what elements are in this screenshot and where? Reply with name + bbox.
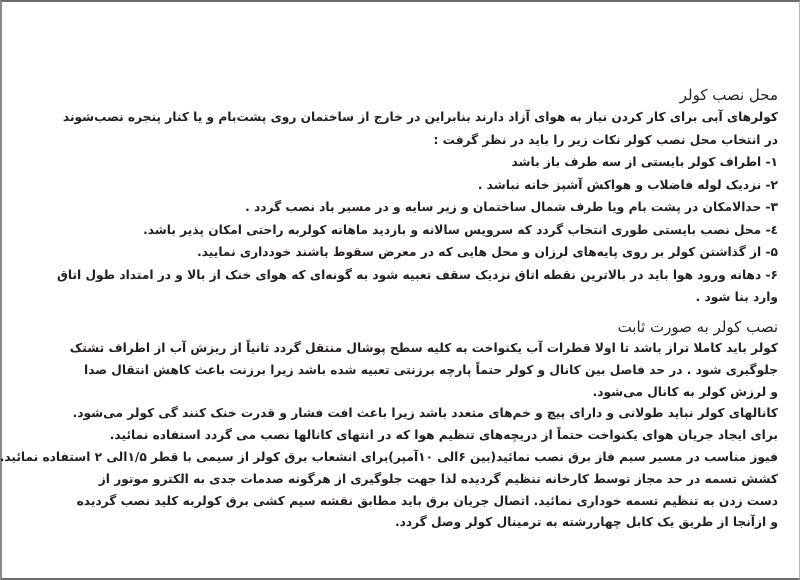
paragraph-line: و لرزش کولر به کانال می‌شود. xyxy=(592,384,778,399)
section-cooler-location xyxy=(56,84,778,309)
section-title: نصب کولر به صورت ثابت xyxy=(617,318,778,336)
paragraph-line: برای ایجاد جریان هوای یکنواخت حتماً از دریچه‌های تنظیم هوا که در انتهای کانالها نصب می گردد استفاده نمائید. xyxy=(109,428,778,443)
list-item: ۵- از گذاشتن کولر بر روی پایه‌های لرزان و محل هایی که در معرض سقوط باشند خودداری نمایید. xyxy=(197,245,778,259)
list-item: ۳- حدالامکان در پشت بام ویا طرف شمال ساختمان و زیر سایه و در مسیر باد نصب گردد . xyxy=(245,200,778,214)
intro-text: کولرهای آبی برای کار کردن نیاز به هوای آزاد دارند بنابراین در خارج از ساختمان روی پشت‌بام و یا کنار پنجره نصب‌شوند xyxy=(62,110,778,124)
paragraph-line: کشش تسمه در حد مجاز توسط کارخانه تنظیم گردیده لذا جهت جلوگیری از هرگونه صدمات جدی به الکترو موتور از xyxy=(98,471,778,486)
list-item: ۶- دهانه ورود هوا باید در بالاترین نقطه اتاق نزدیک سقف تعبیه شود به گونه‌ای که هوای خنک از بالا و در امتداد طول اتاق xyxy=(56,267,778,282)
paragraph-line: و ازآنجا از طریق یک کابل چهاررشته به ترمینال کولر وصل گردد. xyxy=(394,515,778,530)
paragraph-line: جلوگیری شود . در حد فاصل بین کانال و کولر حتماً پارچه برزنتی تعبیه شده باشد زیرا برزنت باعث کاهش انتقال صدا xyxy=(84,362,778,377)
paragraph-line: کانالهای کولر نباید طولانی و دارای پیچ و خم‌های متعدد باشد زیرا باعث افت فشار و قدرت خنک کنند گی کولر می‌شود. xyxy=(72,406,778,421)
lead-text: در انتخاب محل نصب کولر نکات زیر را باید در نظر گرفت : xyxy=(433,132,778,147)
list-item: ٤- محل نصب بایستی طوری انتخاب گردد که سرویس سالانه و بازدید ماهانه کولربه راحتی امکان پذیر باشد. xyxy=(143,222,778,237)
list-item: ۱- اطراف کولر بایستی از سه طرف باز باشد xyxy=(511,155,778,169)
paragraph-line: فیوز مناسب در مسیر سیم فاز برق نصب نمائید(بین ۶الی ۱۰آمپر)برای انشعاب برق کولر از سیمی با قطر ۱/۵الی ۲ استفاده نمائید. xyxy=(0,449,778,464)
section-title: محل نصب کولر xyxy=(679,86,778,104)
list-item-continuation: وارد بنا شود . xyxy=(695,290,778,304)
paragraph-line: کولر باید کاملا تراز باشد تا اولا قطرات آب یکنواخت به کلیه سطح پوشال منتقل گردد ثانیاً از ریزش آب از اطراف تشتک xyxy=(69,341,778,355)
list-item: ۲- نزدیک لوله فاضلاب و هواکش آشپز خانه نباشد . xyxy=(477,177,778,192)
paragraph-line: دست زدن به تنظیم تسمه خوداری نمائید. اتصال جریان برق باید مطابق نقشه سیم کشی برق کولربه کلید نصب گردیده xyxy=(76,493,778,508)
section-fixed-installation xyxy=(0,316,778,534)
